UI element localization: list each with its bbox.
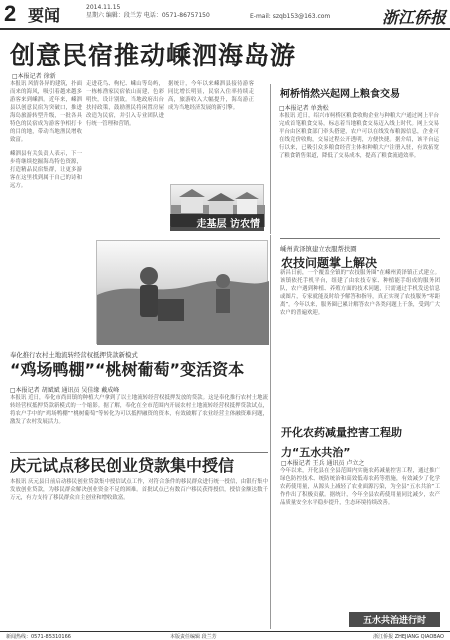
lead-column-3: 据统计，今年以来嵊泗县接待游客同比增长明显，民宿入住率持续走高，旅游收入大幅提升，海岛游正成为当地经济发展的新引擎。 — [168, 81, 254, 111]
bottom-left-rule — [10, 452, 268, 453]
bottom-right-title: 开化农药减量控害工程助力“五水共治” — [281, 426, 402, 459]
middle-kicker: 奉化推行农村土地流转经营权抵押贷款新模式 — [10, 351, 138, 359]
right-top-title: 柯桥悄然兴起网上粮食交易 — [280, 89, 400, 100]
right-middle-rule — [280, 238, 440, 239]
bottom-left-title: 庆元试点移民创业贷款集中授信 — [10, 456, 235, 475]
footer-right: 浙江侨报 ZHEJIANG QIAOBAO — [373, 634, 444, 640]
footer-middle: 本版责任编辑 段兰芳 — [170, 634, 217, 640]
masthead — [0, 0, 450, 30]
issue-date: 2014.11.15 — [86, 4, 121, 11]
right-middle-body: 新昌日前，一个覆盖全镇的“农技服务圈”在嵊州黄泽镇正式建立。该镇依托手机平台，组建了由农技专家、种植能手组成的服务团队，农户遇到种植、养殖方面的技术问题，只需通过手机发送信息或图片，专家就能及时给予解答和指导，真正实现了农技服务“零距离”。今年以来，服务圈已累计解答农户各类问题上千条，受到广大农户的普遍欢迎。 — [280, 270, 440, 316]
vertical-divider-top — [270, 84, 271, 234]
bottom-left-body: 本报讯 庆元县日前启动移民创业贷款集中授信试点工作，对符合条件的移民群众进行统一授信，由银行集中发放创业贷款，为移民群众解决创业资金不足的困难。首批试点已有数百户移民获得授信，授信金额达数千万元，有力支持了移民群众自主创业和增收致富。 — [10, 479, 268, 501]
lead-photo-caption: 走基层 访农情 — [170, 214, 264, 231]
newspaper-brand: 浙江侨报 — [381, 8, 446, 27]
middle-body: 本报讯 近日，奉化市尚田镇的种植大户拿到了以土地流转经营权抵押发放的贷款。这是奉化推行农村土地流转经营权抵押贷款新模式的一个缩影。据了解，奉化在全市范围内开展农村土地流转经营权抵押贷款试点，将农户手中的“鸡场鸭棚”“桃树葡萄”等转化为可以抵押融资的资本，有效破解了农业经营主体融资难问题，激发了农村发展活力。 — [10, 395, 268, 425]
lead-column-2: 走进花鸟、枸杞、嵊山等岛屿，一栋栋渔家民宿依山而建，色彩明快，设计别致。当地政府出台扶持政策，鼓励渔民将闲置房屋改造为民宿，并引入专业团队进行统一管理和营销。 — [86, 81, 164, 127]
farmer-photo-icon — [97, 241, 269, 345]
feature-photo — [96, 240, 268, 344]
middle-byline: □本报记者 胡斌斌 通讯员 吴佳缘 戴成峰 — [10, 387, 120, 394]
vertical-divider-bottom — [270, 367, 271, 629]
right-middle-kicker: 嵊州黄泽镇建立农服帮扶圈 — [280, 245, 357, 253]
page-number: 2 — [4, 1, 17, 26]
lead-column-1: 本报讯 风情各异的建筑，扑面而来的海风，吸引着越来越多游客来到嵊泗。近年来，嵊泗县以创意民宿为突破口，推进海岛旅游转型升级，一批各具特色的民宿成为游客争相打卡的目的地，带动当地渔民增收致富。 — [10, 81, 82, 143]
lead-title: 创意民宿推动嵊泗海岛游 — [10, 41, 297, 70]
right-top-body: 本报讯 近日，绍兴市柯桥区粮食收购企业与种粮大户通过网上平台完成首笔粮食交易，标志着当地粮食交易迈入线上时代。网上交易平台由区粮食部门牵头搭建，农户可以在线发布粮源信息，企业可在线竞价收购，交易过程公开透明，方便快捷。据介绍，该平台运行以来，已吸引众多粮食经营主体和种粮大户注册入驻，有效拓宽了粮食销售渠道，降低了交易成本，提高了粮食流通效率。 — [279, 113, 439, 159]
bottom-right-byline: □本报记者 王兵 通讯员 卢立之 — [281, 460, 365, 467]
email-line: E-mail: szqb153@163.com — [250, 13, 331, 20]
right-top-byline: □本报记者 单劲松 — [279, 105, 329, 112]
section-name: 要闻 — [28, 6, 61, 25]
footer-left: 新闻热线：0571-85310166 — [6, 634, 71, 640]
middle-title: “鸡场鸭棚”“桃树葡萄”变活资本 — [10, 360, 245, 379]
footer — [0, 631, 450, 640]
bottom-right-tag: 五水共治进行时 — [349, 612, 440, 627]
issue-meta — [86, 4, 210, 20]
lead-byline: □本报记者 徐新 — [12, 73, 56, 80]
issue-editor-line: 星期六 编辑：段兰芳 电话：0571-86757150 — [86, 12, 210, 19]
bottom-right-body: 今年以来，开化县在全县范围内实施农药减量控害工程，通过推广绿色防控技术、统防统治和高效低毒农药等措施，有效减少了化学农药使用量，从源头上减轻了农业面源污染，为全县“五水共治”工作作出了积极贡献。据统计，今年全县农药使用量同比减少，农产品质量安全水平稳步提升，生态环境持续改善。 — [280, 468, 440, 506]
right-middle-title: 农技问题掌上解决 — [281, 256, 378, 270]
vertical-divider-middle — [270, 235, 271, 367]
lead-column-4: 嵊泗县有关负责人表示，下一步将继续挖掘海岛特色资源，打造精品民宿集群，让更多游客在这里找到属于自己的诗和远方。 — [10, 151, 82, 189]
